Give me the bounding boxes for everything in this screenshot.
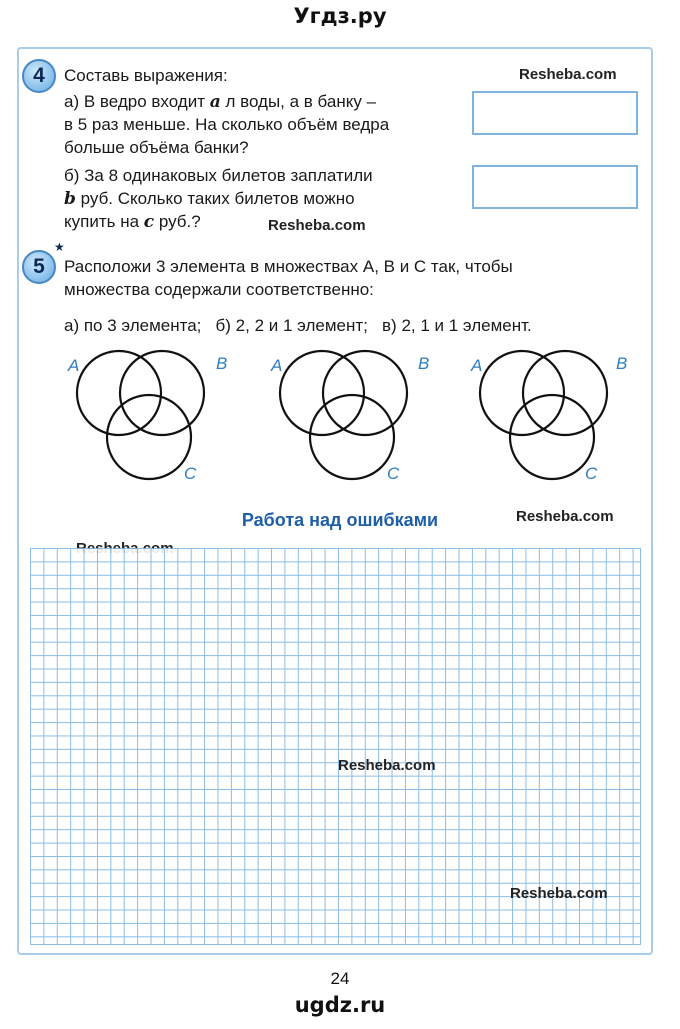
- site-footer: ugdz.ru: [294, 993, 386, 1017]
- venn-c-label-b: B: [616, 354, 628, 373]
- watermark-6: Resheba.com: [510, 885, 608, 902]
- var-b: b: [64, 189, 76, 209]
- venn-b-label-c: C: [387, 464, 400, 483]
- section-title: Работа над ошибками: [241, 510, 439, 530]
- watermark-1: Resheba.com: [519, 66, 617, 83]
- var-c: c: [143, 212, 155, 232]
- circle-c: [310, 395, 394, 479]
- answer-box-4b[interactable]: [472, 165, 638, 209]
- venn-c-label-a: A: [471, 356, 483, 375]
- venn-diagram-a: [62, 345, 222, 485]
- task-4a-line2: в 5 раз меньше. На сколько объём ведра: [64, 115, 390, 134]
- task-5-options: а) по 3 элемента; б) 2, 2 и 1 элемент; в) 2, 1 и 1 элемент.: [64, 316, 532, 335]
- venn-a-label-a: A: [68, 356, 80, 375]
- site-header: Угдз.ру: [293, 4, 387, 28]
- venn-a-label-c: C: [184, 464, 197, 483]
- star-icon: ★: [54, 240, 65, 254]
- page-number: 24: [330, 969, 350, 988]
- venn-a-label-b: B: [216, 354, 228, 373]
- task-4a-line1: а) В ведро входит a л воды, а в банку –: [64, 92, 377, 112]
- task-4a-line3: больше объёма банки?: [64, 138, 249, 157]
- venn-c-label-c: C: [585, 464, 598, 483]
- task-5-badge: 5: [22, 250, 56, 284]
- task-5-line2: множества содержали соответственно:: [64, 280, 374, 299]
- venn-diagram-c: [465, 345, 628, 485]
- task-4-title: Составь выражения:: [64, 66, 228, 85]
- circle-c: [107, 395, 191, 479]
- venn-b-label-b: B: [418, 354, 430, 373]
- task-4b-line1: б) За 8 одинаковых билетов заплатили: [64, 166, 373, 185]
- task-4-badge: 4: [22, 59, 56, 93]
- answer-box-4a[interactable]: [472, 91, 638, 135]
- task-4b-line3: купить на c руб.?: [64, 212, 201, 232]
- watermark-2: Resheba.com: [268, 217, 366, 234]
- circle-c: [510, 395, 594, 479]
- var-a: a: [209, 92, 221, 112]
- task-5-line1: Расположи 3 элемента в множествах A, B и C так, чтобы: [64, 257, 513, 276]
- venn-b-label-a: A: [271, 356, 283, 375]
- watermark-3: Resheba.com: [516, 508, 614, 525]
- venn-diagram-b: [265, 345, 425, 485]
- watermark-5: Resheba.com: [338, 757, 436, 774]
- task-4b-line2: b руб. Сколько таких билетов можно: [64, 189, 355, 209]
